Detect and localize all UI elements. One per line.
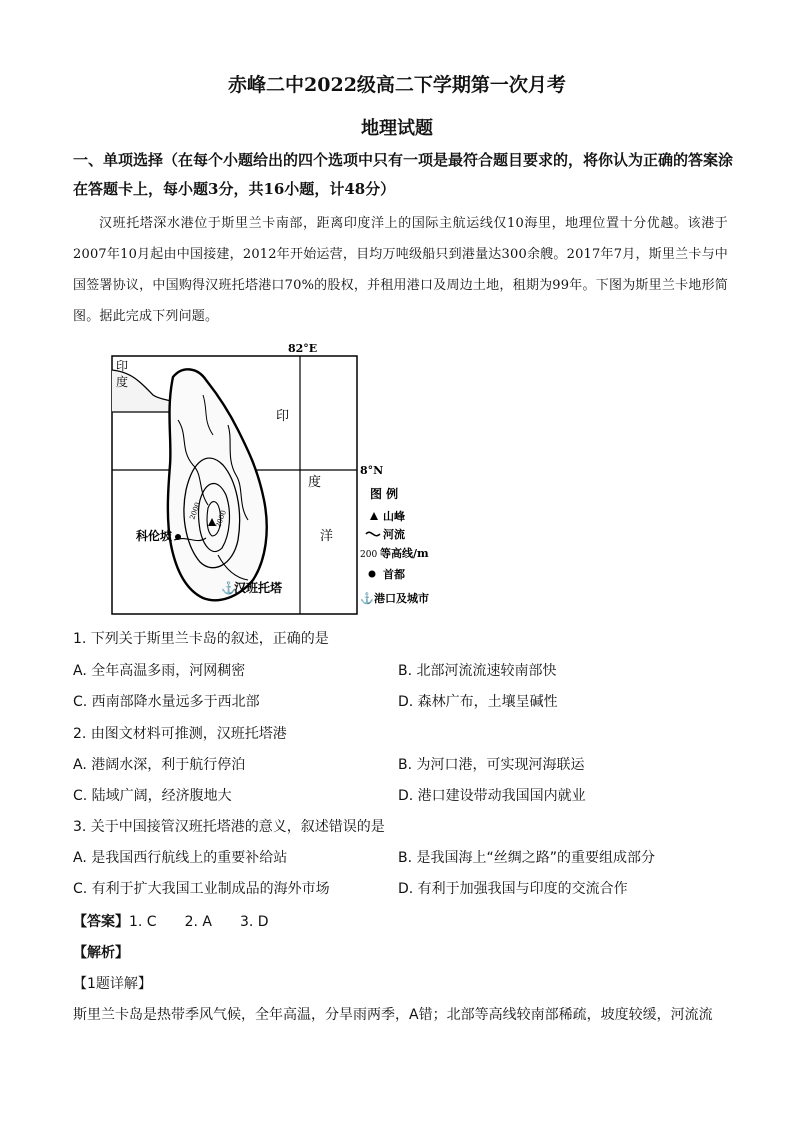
answer-values: 1. C 2. A 3. D bbox=[129, 914, 269, 930]
question-2-option-a: A. 港阔水深，利于航行停泊 bbox=[73, 757, 246, 773]
label-india-2: 度 bbox=[116, 375, 129, 389]
page-subtitle: 地理试题 bbox=[361, 118, 433, 139]
question-1-option-a: A. 全年高温多雨，河网稠密 bbox=[73, 663, 246, 679]
legend-river: 河流 bbox=[383, 528, 405, 541]
question-3-option-c: C. 有利于扩大我国工业制成品的海外市场 bbox=[73, 881, 330, 897]
section-heading: 一、单项选择（在每个小题给出的四个选项中只有一项是最符合题目要求的，将你认为正确的答案涂在答题卡上，每小题3分，共16小题，计48分） bbox=[73, 151, 734, 198]
question-3-option-b: B. 是我国海上“丝绸之路”的重要组成部分 bbox=[398, 850, 656, 866]
legend-title: 图 例 bbox=[370, 487, 399, 501]
question-2-option-d: D. 港口建设带动我国国内就业 bbox=[398, 788, 586, 804]
analysis-label: 【解析】 bbox=[73, 945, 129, 961]
intro-paragraph: 汉班托塔深水港位于斯里兰卡南部，距离印度洋上的国际主航运线仅10海里，地理位置十分优越。该港于2007年10月起由中国接建，2012年开始运营，目均万吨级船只到港量达300余艘。2017年7月，斯里兰卡与中国签署协议，中国购得汉班托塔港口70%的股权，并租用港口及周边土地，租期为99年。下图为斯里兰卡地形简图。据此完成下列问题。 bbox=[73, 216, 728, 324]
label-8n: 8°N bbox=[360, 464, 384, 477]
question-2-option-b: B. 为河口港，可实现河海联运 bbox=[398, 757, 585, 773]
question-1-option-c: C. 西南部降水量远多于西北部 bbox=[73, 694, 260, 710]
question-1-stem: 1. 下列关于斯里兰卡岛的叙述，正确的是 bbox=[73, 631, 329, 647]
label-india-1: 印 bbox=[116, 359, 129, 373]
sri-lanka-map bbox=[108, 340, 468, 620]
legend-contour-value: 200 bbox=[360, 550, 378, 560]
label-ocean-3: 洋 bbox=[320, 529, 334, 544]
legend-contour: 等高线/m bbox=[380, 547, 429, 560]
label-hambantota: 汉班托塔 bbox=[234, 581, 283, 595]
question-2-stem: 2. 由图文材料可推测，汉班托塔港 bbox=[73, 726, 287, 742]
question-1-option-b: B. 北部河流流速较南部快 bbox=[398, 663, 557, 679]
legend-capital-icon bbox=[369, 571, 376, 578]
legend-peak-icon bbox=[370, 512, 378, 520]
legend-peak: 山峰 bbox=[383, 510, 405, 523]
analysis-text: 斯里兰卡岛是热带季风气候，全年高温，分旱雨两季，A错；北部等高线较南部稀疏，坡度较缓，河流流 bbox=[73, 1007, 713, 1023]
legend-port: 港口及城市 bbox=[374, 592, 429, 605]
legend-port-icon: ⚓ bbox=[360, 592, 374, 605]
page-title: 赤峰二中2022级高二下学期第一次月考 bbox=[228, 74, 566, 96]
answer-row bbox=[73, 911, 269, 931]
question-2-option-c: C. 陆域广阔，经济腹地大 bbox=[73, 788, 232, 804]
capital-icon bbox=[175, 534, 181, 540]
question-3-stem: 3. 关于中国接管汉班托塔港的意义，叙述错误的是 bbox=[73, 819, 385, 835]
question-1-option-d: D. 森林广布，土壤呈碱性 bbox=[398, 694, 558, 710]
answer-label: 【答案】 bbox=[73, 914, 129, 930]
analysis-detail-label: 【1题详解】 bbox=[73, 976, 152, 992]
label-ocean-1: 印 bbox=[276, 409, 290, 424]
label-contour-2: 2000 bbox=[214, 509, 228, 529]
label-82e: 82°E bbox=[288, 342, 318, 355]
label-ocean-2: 度 bbox=[308, 475, 322, 490]
label-colombo: 科伦坡 bbox=[136, 529, 173, 543]
question-3-option-a: A. 是我国西行航线上的重要补给站 bbox=[73, 850, 288, 866]
label-contour-1: 2000 bbox=[188, 501, 202, 521]
legend-capital: 首都 bbox=[383, 568, 405, 581]
legend-river-icon bbox=[366, 532, 380, 535]
question-3-option-d: D. 有利于加强我国与印度的交流合作 bbox=[398, 881, 628, 897]
anchor-icon: ⚓ bbox=[221, 581, 236, 595]
